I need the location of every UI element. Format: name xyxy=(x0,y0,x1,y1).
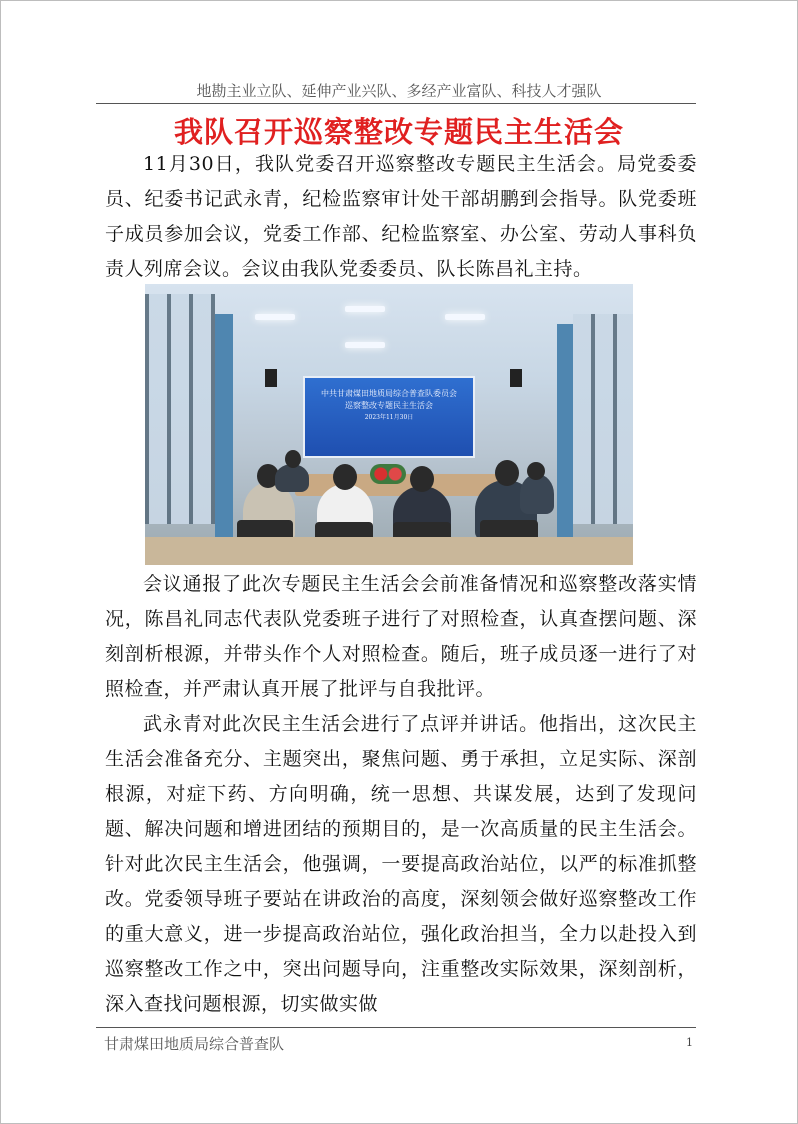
attendee-head xyxy=(527,462,545,480)
paragraph-1-text: 11月30日，我队党委召开巡察整改专题民主生活会。局党委委员、纪委书记武永青，纪检监察审计处干部胡鹏到会指导。队党委班子成员参加会议，党委工作部、纪检监察室、办公室、劳动人事科负责人列席会议。会议由我队党委委员、队长陈昌礼主持。 xyxy=(105,153,697,280)
ceiling-light xyxy=(445,314,485,320)
speaker xyxy=(510,369,522,387)
attendee-head xyxy=(333,464,357,490)
attendee xyxy=(275,464,309,492)
paragraph-1 xyxy=(105,147,697,287)
projection-screen xyxy=(303,376,475,458)
floor xyxy=(145,537,633,565)
attendee xyxy=(520,474,554,514)
ceiling-light xyxy=(345,342,385,348)
screen-line-1: 中共甘肃煤田地质局综合普查队委员会 xyxy=(321,389,457,398)
attendee-head xyxy=(495,460,519,486)
meeting-photo xyxy=(145,284,633,565)
footer-divider xyxy=(96,1027,696,1028)
paragraph-3-text: 武永青对此次民主生活会进行了点评并讲话。他指出，这次民主生活会准备充分、主题突出，聚焦问题、勇于承担，立足实际、深剖根源，对症下药、方向明确，统一思想、共谋发展，达到了发现问题、解决问题和增进团结的预期目的，是一次高质量的民主生活会。针对此次民主生活会，他强调，一要提高政治站位，以严的标准抓整改。党委领导班子要站在讲政治的高度，深刻领会做好巡察整改工作的重大意义，进一步提高政治站位，强化政治担当，全力以赴投入到巡察整改工作之中，突出问题导向，注重整改实际效果，深刻剖析，深入查找问题根源，切实做实做 xyxy=(105,713,697,1015)
speaker xyxy=(265,369,277,387)
paragraph-2-text: 会议通报了此次专题民主生活会会前准备情况和巡察整改落实情况，陈昌礼同志代表队党委班子进行了对照检查，认真查摆问题、深刻剖析根源，并带头作个人对照检查。随后，班子成员逐一进行了对照检查，并严肃认真开展了批评与自我批评。 xyxy=(105,573,697,700)
attendee-head xyxy=(285,450,301,468)
header-slogan: 地勘主业立队、延伸产业兴队、多经产业富队、科技人才强队 xyxy=(196,82,602,100)
screen-date: 2023年11月30日 xyxy=(364,414,414,421)
right-curtain xyxy=(557,324,573,544)
attendee-head xyxy=(410,466,434,492)
header-divider xyxy=(96,103,696,104)
footer-organization: 甘肃煤田地质局综合普查队 xyxy=(104,1035,285,1053)
page-number: 1 xyxy=(686,1036,693,1049)
screen-line-2: 巡察整改专题民主生活会 xyxy=(345,401,433,410)
ceiling-light xyxy=(345,306,385,312)
flower-arrangement xyxy=(370,464,406,484)
paragraph-3 xyxy=(105,707,697,1022)
document-title: 我队召开巡察整改专题民主生活会 xyxy=(173,115,624,149)
left-window xyxy=(145,294,215,524)
ceiling-light xyxy=(255,314,295,320)
left-curtain xyxy=(215,314,233,544)
paragraph-2 xyxy=(105,567,697,707)
right-window xyxy=(573,314,633,524)
